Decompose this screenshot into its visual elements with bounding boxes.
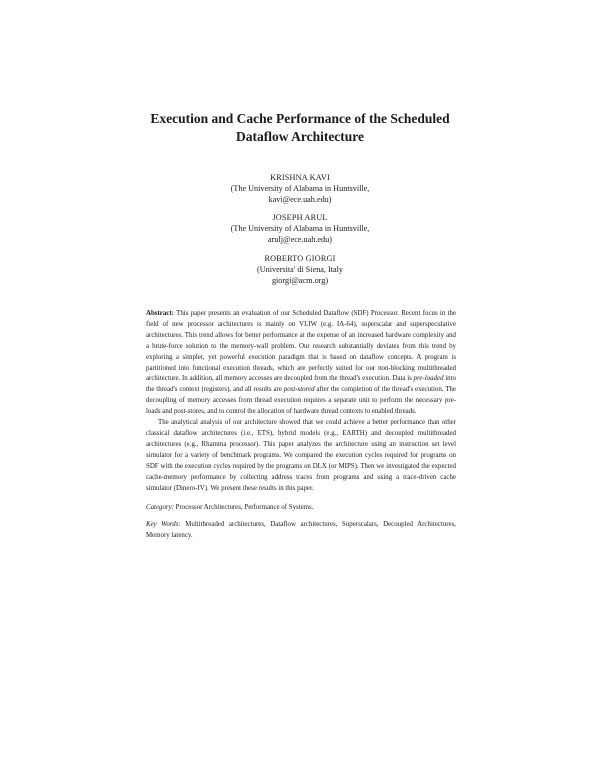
abstract-label: Abstract: <box>146 310 174 317</box>
author-block-2 <box>150 212 450 245</box>
paper-title <box>120 110 480 146</box>
author-name: KRISHNA KAVI <box>270 173 330 182</box>
title-line-2: Dataflow Architecture <box>235 129 365 144</box>
author-affiliation: (Universita' di Siena, Italy <box>256 265 344 274</box>
author-affiliation: (The University of Alabama in Huntsville, <box>230 184 370 193</box>
author-email: giorgi@acm.org) <box>271 276 329 285</box>
author-block-1 <box>150 172 450 205</box>
abstract-paragraph-2: The analytical analysis of our architecture showed that we could achieve a better performance than other classical dataflow architectures (i.e., ETS), hybrid models (e.g., EARTH) and decoupled multithreaded architectures (e.g., Rhamma processor). This paper analyzes the architecture using an instruction set level simulator for a variety of benchmark programs. We compared the execution cycles required for programs on SDF with the execution cycles required by the programs on DLX (or MIPS). Then we investigated the expected cache-memory performance by collecting address traces from programs and using a trace-driven cache simulator (Dinero-IV). We present these results in this paper. <box>146 419 456 492</box>
abstract-paragraph-1 <box>146 309 456 418</box>
category-label: Category: <box>146 504 174 511</box>
abstract <box>146 309 456 494</box>
category-text: Processor Architectures, Performance of Systems. <box>173 504 314 511</box>
abstract-text: after the completion of the thread's execution. The decoupling of memory accesses from thread execution requires a separate unit to perform the necessary pre-loads and post-stores, and to control the allocation of hardware thread contexts to enabled threads. <box>146 386 456 416</box>
abstract-emphasis: post-stored <box>283 386 315 394</box>
keywords-label: Key Words: <box>146 521 181 528</box>
author-block-3 <box>150 253 450 286</box>
title-line-1: Execution and Cache Performance of the Scheduled <box>150 111 450 126</box>
author-email: arulj@ece.uah.edu) <box>268 235 332 244</box>
author-name: JOSEPH ARUL <box>272 213 328 222</box>
abstract-text: This paper presents an evaluation of our Scheduled Dataflow (SDF) Processor. Recent focus in the field of new processor architectures is mainly on VLIW (e.g. IA-64), superscalar and superspeculative architectures. This trend allows for better performance at the expense of an increased hardware complexity and a brute-force solution to the memory-wall problem. Our research substantially deviates from this trend by exploring a simpler, yet powerful execution paradigm that is based on dataflow concepts. A program is partitioned into functional execution threads, which are perfectly suited for our non-blocking multithreaded architecture. In addition, all memory accesses are decoupled from the thread's execution. Data is <box>146 310 456 383</box>
keywords-text: Multithreaded architectures, Dataflow architectures, Superscalars, Decoupled Architectures, Memory latency. <box>146 521 457 539</box>
keywords-line <box>146 520 456 542</box>
category-line <box>146 503 456 514</box>
author-name: ROBERTO GIORGI <box>264 254 336 263</box>
abstract-text: into the thread's context (registers), and all results are <box>146 375 456 394</box>
abstract-emphasis: pre-loaded <box>413 375 444 383</box>
author-email: kavi@ece.uah.edu) <box>268 195 332 204</box>
author-affiliation: (The University of Alabama in Huntsville, <box>230 224 370 233</box>
